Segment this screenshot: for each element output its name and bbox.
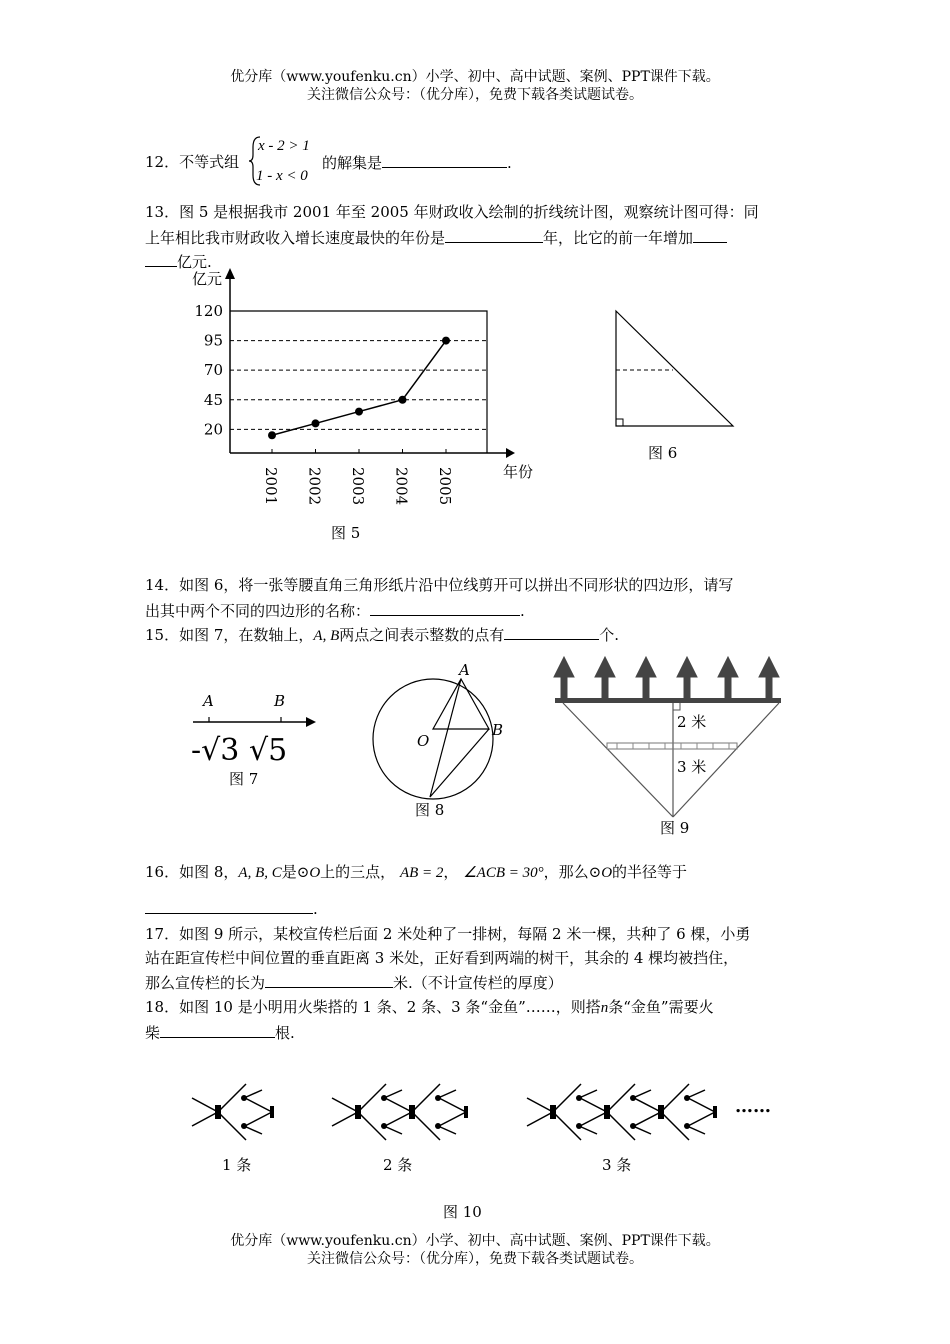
q16-mid-2: 上的三点， xyxy=(320,863,396,881)
q13-line-1: 13．图 5 是根据我市 2001 年至 2005 年财政收入绘制的折线统计图，观察统计图可得：同 xyxy=(145,203,759,221)
fig5-y-tick-label: 20 xyxy=(203,420,223,439)
fig10-match-head xyxy=(241,1095,247,1101)
fig10-ellipsis: …… xyxy=(735,1096,771,1117)
fig5-x-tick-label: 2005 xyxy=(436,467,454,506)
fig10-label-2: 2 条 xyxy=(383,1156,413,1174)
q15-suffix: 两点之间表示整数的点有 xyxy=(339,626,505,644)
fig7-label-a: A xyxy=(203,692,214,710)
q16-answer-line: . xyxy=(145,898,318,919)
fig10-matchstick xyxy=(332,1098,358,1112)
fig10-match-head xyxy=(435,1123,441,1129)
q18-line-1a: 18．如图 10 是小明用火柴搭的 1 条、2 条、3 条“金鱼”……，则搭 xyxy=(145,998,601,1016)
q16-mid-3: ，那么⊙ xyxy=(543,863,602,881)
fig10-match-head xyxy=(684,1095,690,1101)
fig10-match-head xyxy=(604,1105,610,1119)
q12-suffix: 的解集是 xyxy=(322,154,383,172)
fig5-y-tick-label: 70 xyxy=(203,361,223,380)
fig10-match-head xyxy=(270,1106,274,1118)
fig9-caption: 图 9 xyxy=(660,819,690,837)
q15-prefix: 15．如图 7，在数轴上， xyxy=(145,626,314,644)
fig5-x-tick-label: 2003 xyxy=(349,467,367,506)
fig10-match-head xyxy=(381,1095,387,1101)
q18-line-2b: 根. xyxy=(275,1024,295,1042)
fig8-label-o: O xyxy=(417,732,430,750)
fig5-x-tick-label: 2004 xyxy=(392,467,411,506)
q12-inequality-1: x - 2 > 1 xyxy=(258,138,310,154)
fig10-fish-2 xyxy=(332,1084,468,1140)
fig10-matchstick xyxy=(634,1098,661,1112)
fig10-matchstick xyxy=(439,1098,466,1112)
fig10-matchstick xyxy=(385,1098,412,1112)
fig10-match-head xyxy=(576,1123,582,1129)
fig10-matchstick xyxy=(245,1098,272,1112)
fig10-match-head xyxy=(550,1105,556,1119)
header-line-1: 优分库（www.youfenku.cn）小学、初中、高中试题、案例、PPT课件下载。 xyxy=(230,69,720,85)
fig8-label-a: A xyxy=(459,661,470,679)
q14-line-2: 出其中两个不同的四边形的名称： . xyxy=(145,602,525,620)
fig7-value-a: -√3 xyxy=(191,733,240,768)
fig10-match-head xyxy=(355,1105,361,1119)
fig10-match-head xyxy=(464,1106,468,1118)
fig10-fish-1 xyxy=(192,1084,274,1140)
q13-line-2b: 年，比它的前一年增加 xyxy=(543,229,694,247)
fig9-distance-3m: 3 米 xyxy=(677,758,707,776)
q16-condition-angle: ∠ACB = 30° xyxy=(463,865,544,881)
fig10-caption: 图 10 xyxy=(443,1203,482,1221)
fig8-label-b: B xyxy=(492,721,504,739)
fig10-matchstick xyxy=(580,1098,607,1112)
q16-circle-name-2: O xyxy=(601,865,613,881)
q16-suffix: 的半径等于 xyxy=(612,863,688,881)
q16-points: A, B, C xyxy=(238,865,282,881)
q17-line-1: 17．如图 9 所示，某校宣传栏后面 2 米处种了一排树，每隔 2 米一棵，共种了 6 棵，小勇 xyxy=(145,925,751,943)
q12-prefix: 12．不等式组 xyxy=(145,153,240,171)
fig5-x-tick-label: 2002 xyxy=(305,467,324,506)
fig10-matchstick xyxy=(332,1112,358,1126)
fig10-label-1: 1 条 xyxy=(222,1156,252,1174)
fig5-y-tick-label: 120 xyxy=(194,302,223,320)
q14-line-1: 14．如图 6，将一张等腰直角三角形纸片沿中位线剪开可以拼出不同形状的四边形，请写 xyxy=(145,576,734,594)
q17-line-3b: 米.（不计宣传栏的厚度） xyxy=(393,974,563,992)
q16-condition-ab: AB = 2 xyxy=(399,865,444,881)
q18-line-2a: 柴 xyxy=(145,1024,161,1042)
fig10-matchstick xyxy=(580,1112,607,1126)
fig10-match-head xyxy=(684,1123,690,1129)
fig5-x-tick-label: 2001 xyxy=(262,467,280,506)
fig9-distance-2m: 2 米 xyxy=(677,713,707,731)
header-line-2: 关注微信公众号：（优分库），免费下载各类试题试卷。 xyxy=(307,87,643,103)
fig10-match-head xyxy=(576,1095,582,1101)
fig10-fish-3 xyxy=(527,1084,717,1140)
fig10-match-head xyxy=(409,1105,415,1119)
fig10-match-head xyxy=(215,1105,221,1119)
fig10-matchstick xyxy=(688,1112,715,1126)
fig10-label-3: 3 条 xyxy=(602,1156,632,1174)
fig5-y-label: 亿元 xyxy=(192,270,223,288)
fig10-matchstick xyxy=(688,1098,715,1112)
footer-line-1: 优分库（www.youfenku.cn）小学、初中、高中试题、案例、PPT课件下载。 xyxy=(230,1233,720,1249)
fig10-match-head xyxy=(241,1123,247,1129)
q16-prefix: 16．如图 8， xyxy=(145,863,239,881)
fig10-matchstick xyxy=(439,1112,466,1126)
fig10-matchstick xyxy=(245,1112,272,1126)
fig7-value-b: √5 xyxy=(249,733,288,768)
fig10-match-head xyxy=(658,1105,664,1119)
fig10-matchstick xyxy=(192,1112,218,1126)
q16-line: 16．如图 8，A, B, C是⊙O上的三点， AB = 2， ∠ACB = 30°，那么⊙O的半径等于 xyxy=(145,863,688,881)
q15-points: A, B xyxy=(313,628,340,644)
q12-inequality-2: 1 - x < 0 xyxy=(256,168,308,184)
q14-line-2-text: 出其中两个不同的四边形的名称： xyxy=(145,602,371,620)
q13-line-2a: 上年相比我市财政收入增长速度最快的年份是 xyxy=(145,229,446,247)
q18-variable-n: n xyxy=(600,1000,609,1016)
fig5-y-tick-label: 95 xyxy=(203,331,223,350)
fig10-match-head xyxy=(381,1123,387,1129)
fig10-matchstick xyxy=(634,1112,661,1126)
footer-line-2: 关注微信公众号：（优分库），免费下载各类试题试卷。 xyxy=(307,1251,643,1267)
fig7-label-b: B xyxy=(274,692,286,710)
fig10-match-head xyxy=(435,1095,441,1101)
fig10-match-head xyxy=(630,1123,636,1129)
fig5-y-tick-label: 45 xyxy=(203,390,223,409)
fig7-caption: 图 7 xyxy=(229,770,259,788)
q13-line-3-text: 亿元. xyxy=(177,253,212,271)
fig10-matchstick xyxy=(527,1112,553,1126)
q15-unit: 个. xyxy=(599,626,620,644)
fig10-matchstick xyxy=(192,1098,218,1112)
q12-suffix-line: 的解集是 . xyxy=(322,154,512,172)
q16-circle-name: O xyxy=(309,865,321,881)
fig6-caption: 图 6 xyxy=(648,444,678,462)
fig10-match-head xyxy=(630,1095,636,1101)
q17-line-3a: 那么宣传栏的长为 xyxy=(145,974,266,992)
fig10-match-head xyxy=(713,1106,717,1118)
fig10-matchstick xyxy=(527,1098,553,1112)
q17-line-2: 站在距宣传栏中间位置的垂直距离 3 米处，正好看到两端的树干，其余的 4 棵均被挡住， xyxy=(145,949,739,967)
fig8-caption: 图 8 xyxy=(415,801,445,819)
fig10-matchstick xyxy=(385,1112,412,1126)
fig5-x-label: 年份 xyxy=(503,463,534,481)
fig5-caption: 图 5 xyxy=(331,524,361,542)
q18-line-1b: 条“金鱼”需要火 xyxy=(608,998,714,1016)
q16-mid-1: 是⊙ xyxy=(281,863,310,881)
